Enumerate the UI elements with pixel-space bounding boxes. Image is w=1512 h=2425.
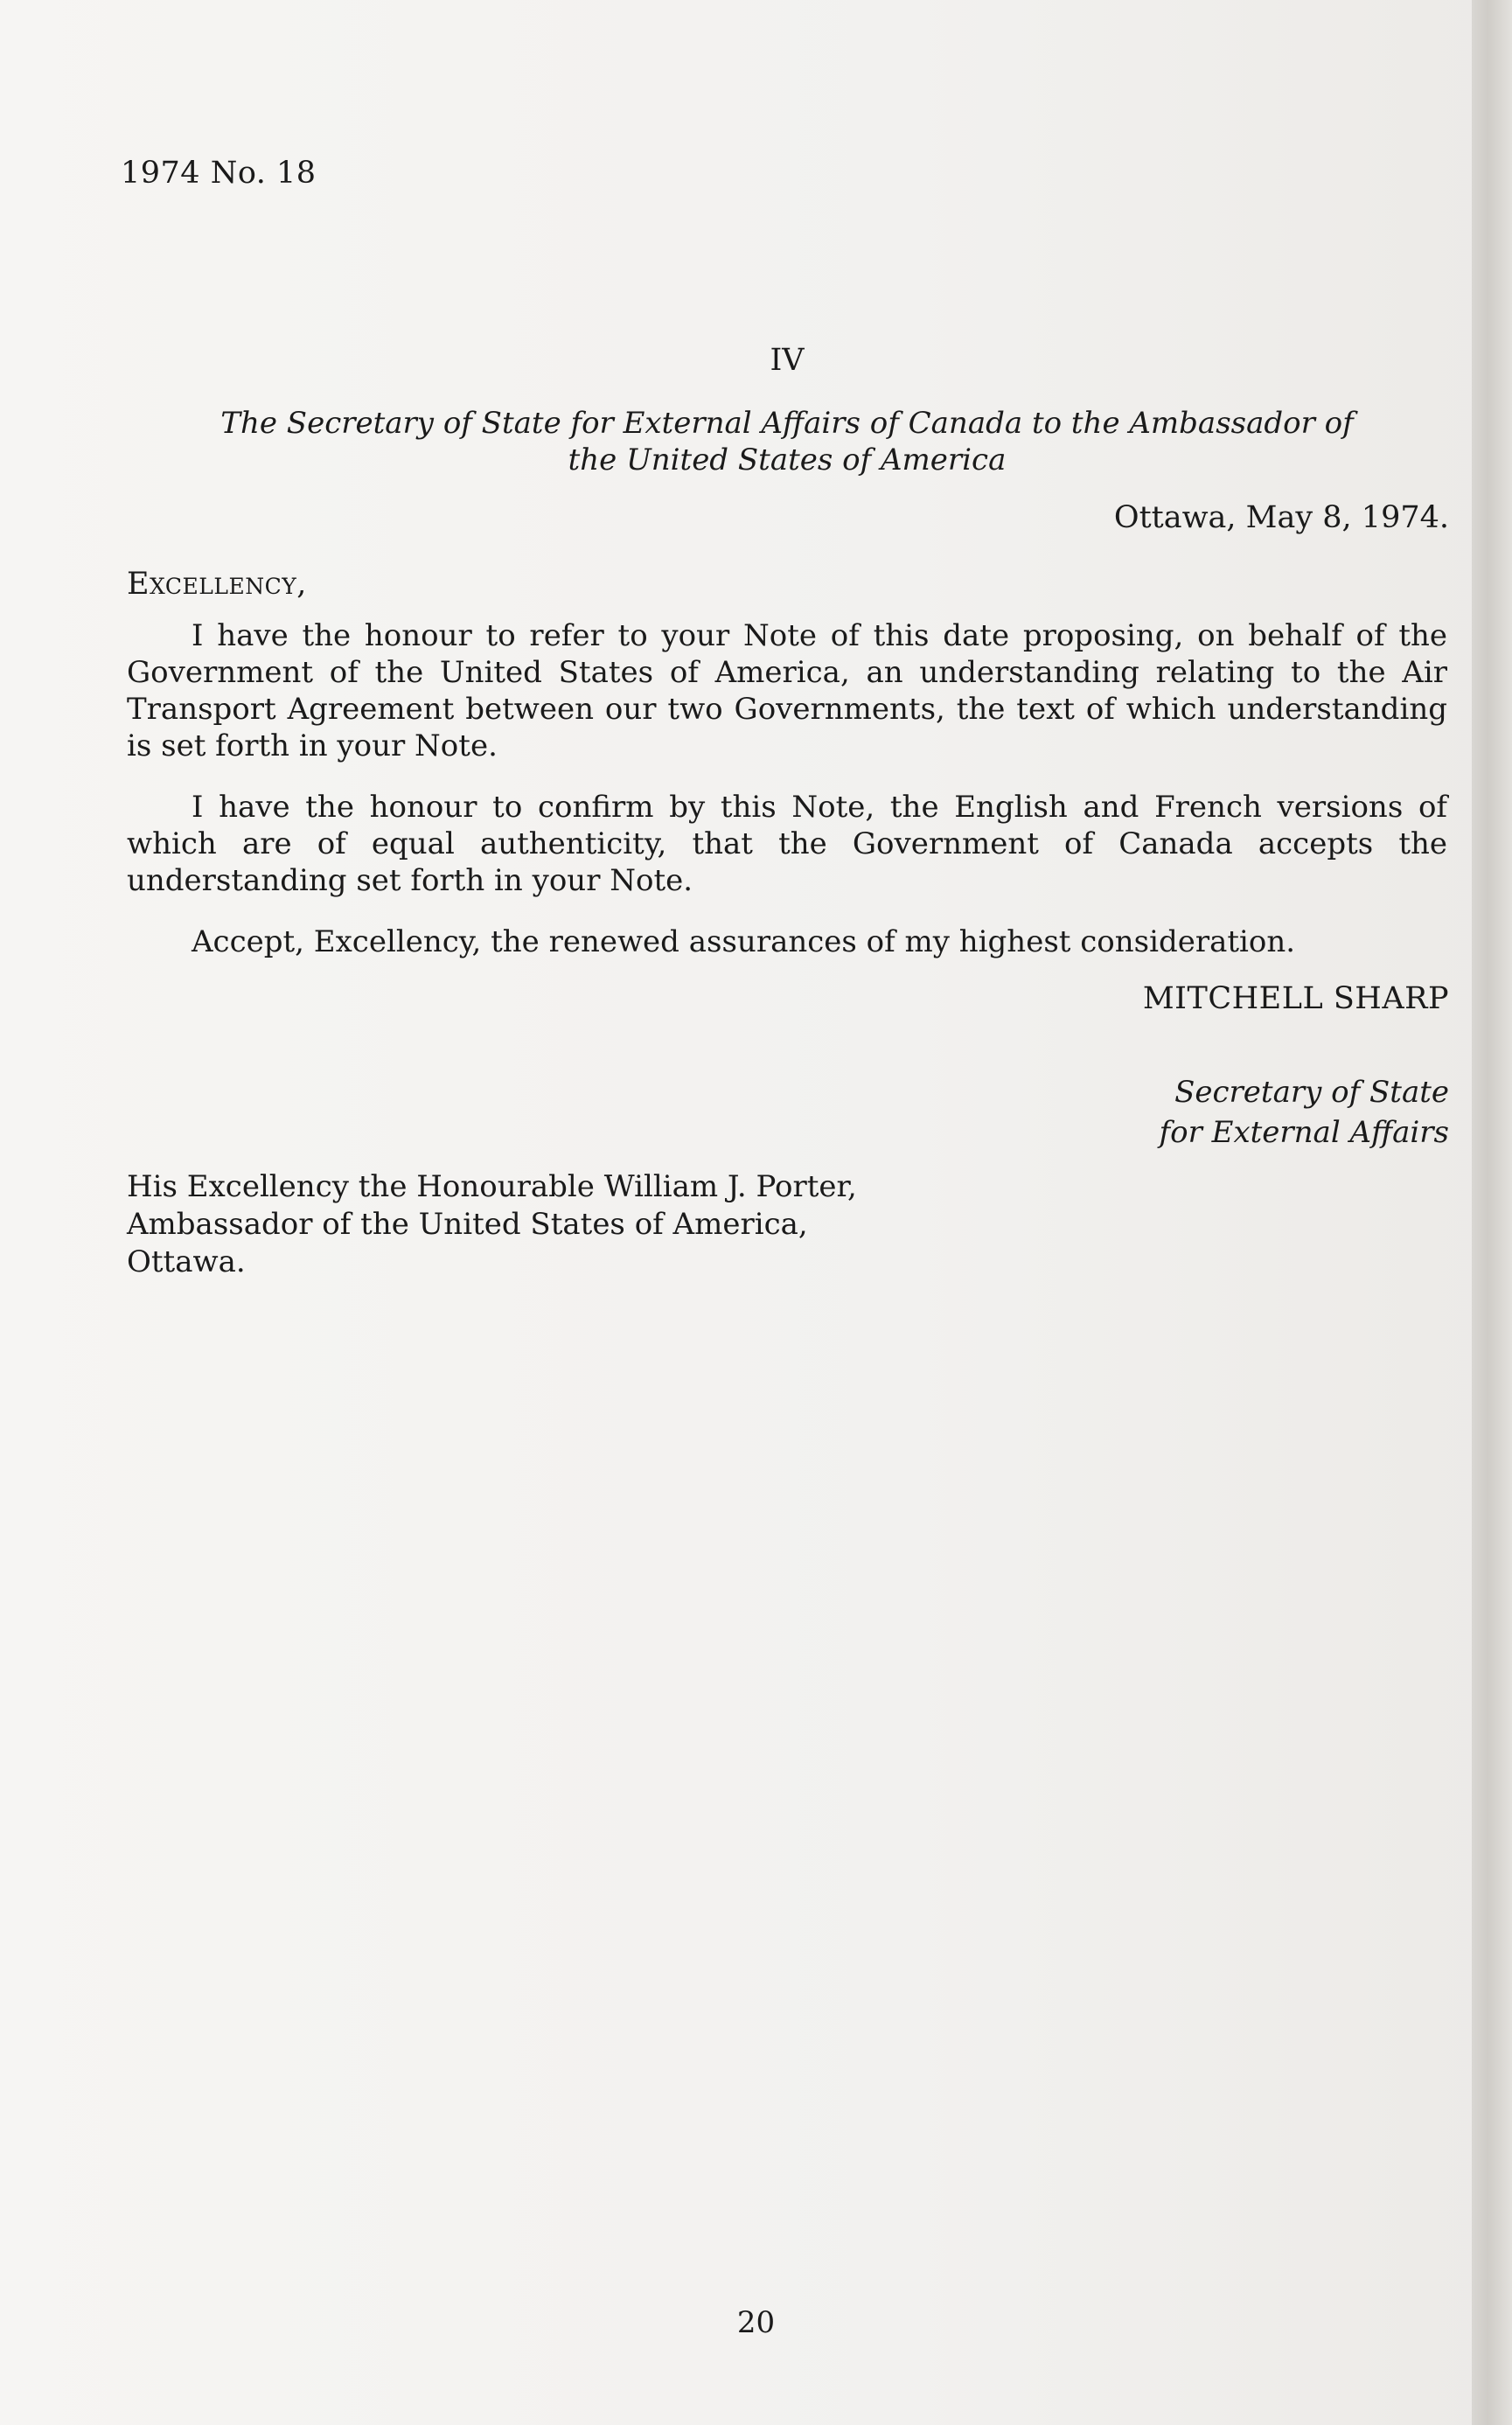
addressee-line-3: Ottawa. — [127, 1244, 246, 1279]
dateline: Ottawa, May 8, 1974. — [1113, 500, 1449, 535]
addressee-line-2: Ambassador of the United States of America, — [127, 1207, 808, 1242]
letter-heading-line-1: The Secretary of State for External Affairs of Canada to the Ambassador of — [220, 406, 1354, 441]
body-paragraph-2: I have the honour to confirm by this Note, the English and French versions of which are of equal authenticity, that the Government of Canada accepts the understanding set forth in your Note. — [127, 790, 1447, 898]
letter-heading — [127, 405, 1447, 478]
salutation: Excellency, — [127, 567, 307, 602]
addressee-block — [127, 1168, 857, 1281]
closing-paragraph: Accept, Excellency, the renewed assurances of my highest consideration. — [192, 924, 1296, 959]
signatory-name: MITCHELL SHARP — [1142, 981, 1449, 1016]
signatory-title — [1160, 1072, 1449, 1153]
signatory-title-line-1: Secretary of State — [1174, 1075, 1449, 1110]
section-numeral: IV — [770, 343, 805, 378]
document-reference: 1974 No. 18 — [121, 156, 317, 191]
body-paragraph-1: I have the honour to refer to your Note of this date proposing, on behalf of the Government of the United States of America, an understanding relating to the Air Transport Agreement between our two Governments, the text of which understanding is set forth in your Note. — [127, 618, 1447, 763]
page-number: 20 — [736, 2305, 776, 2340]
signatory-title-line-2: for External Affairs — [1159, 1115, 1449, 1150]
addressee-line-1: His Excellency the Honourable William J. Porter, — [127, 1169, 857, 1204]
letter-heading-line-2: the United States of America — [568, 442, 1007, 477]
